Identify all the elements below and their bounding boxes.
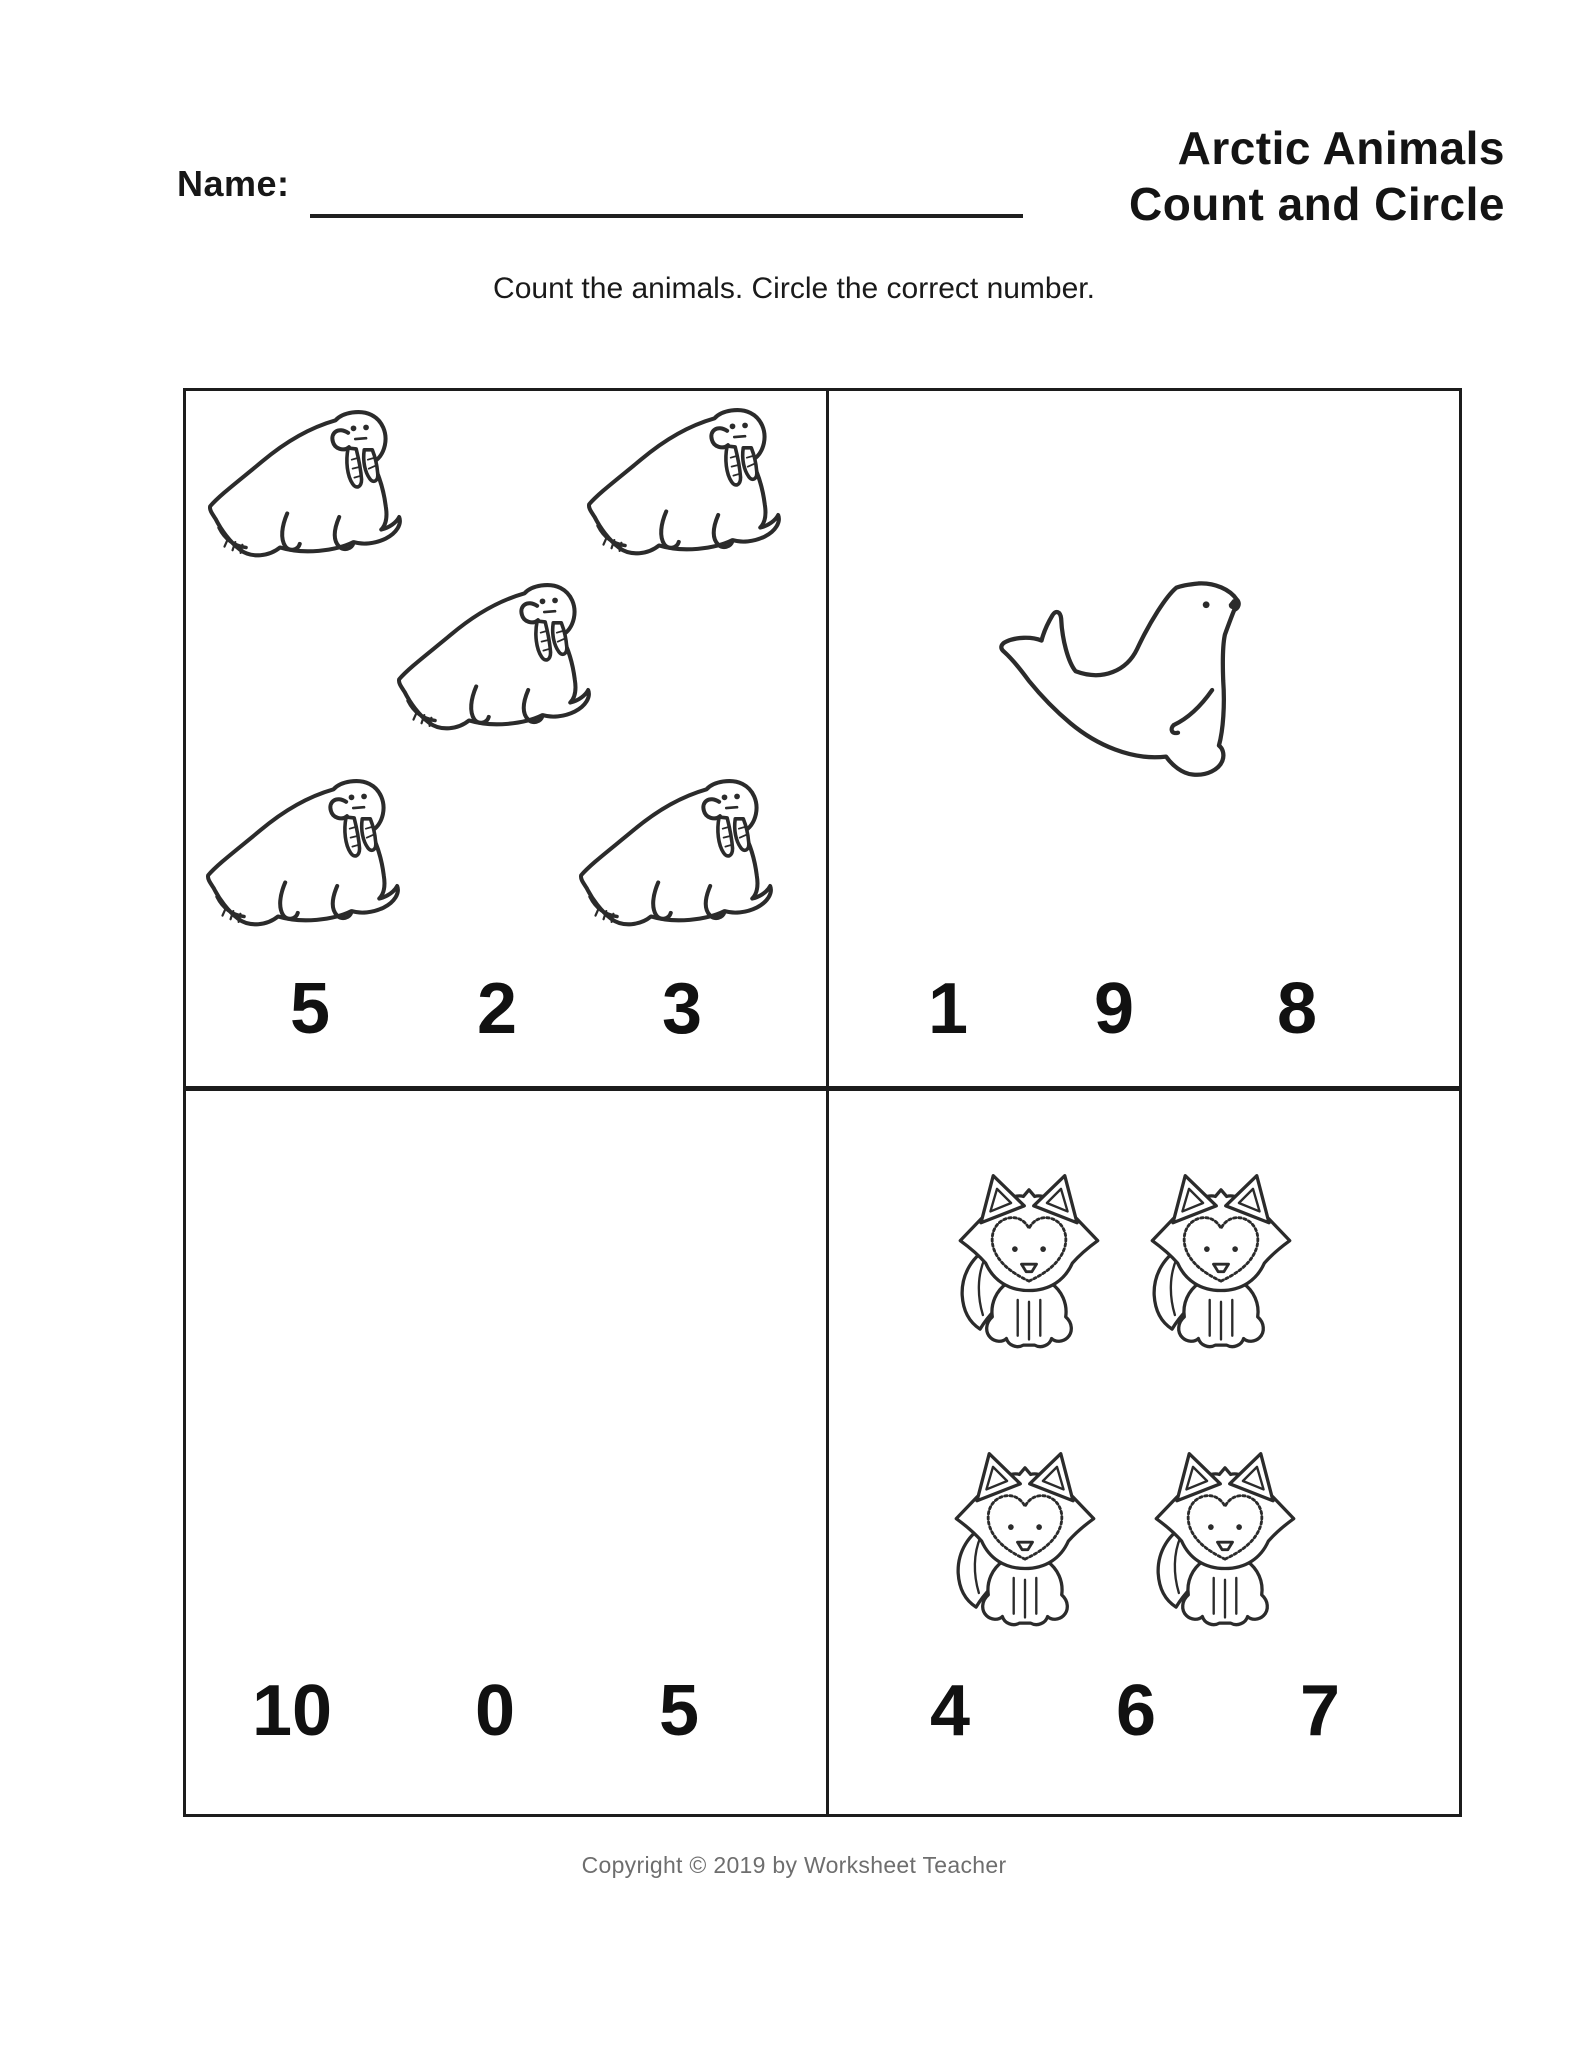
walrus-icon (203, 404, 418, 596)
number-option[interactable]: 2 (476, 969, 518, 1049)
number-option[interactable]: 5 (658, 1671, 700, 1751)
number-option[interactable]: 4 (929, 1671, 971, 1751)
title-line-1: Arctic Animals (1177, 122, 1505, 174)
worksheet-title (1129, 120, 1505, 232)
number-option[interactable]: 8 (1276, 969, 1318, 1049)
number-option[interactable]: 1 (927, 969, 969, 1049)
number-option[interactable]: 6 (1115, 1671, 1157, 1751)
number-option[interactable]: 10 (251, 1671, 333, 1751)
number-option[interactable]: 5 (289, 969, 331, 1049)
title-line-2: Count and Circle (1128, 178, 1505, 231)
worksheet-grid (183, 388, 1462, 1817)
number-option[interactable]: 7 (1299, 1671, 1341, 1751)
number-option[interactable]: 0 (474, 1671, 516, 1751)
number-option[interactable]: 9 (1093, 969, 1135, 1049)
name-label: Name: (177, 163, 290, 204)
quadrant-arctic-fox (829, 1091, 1459, 1814)
arctic-fox-icon (1145, 1429, 1305, 1629)
walrus-icon (201, 773, 416, 965)
walrus-icon (582, 402, 797, 594)
number-option[interactable]: 3 (661, 969, 703, 1049)
seal-icon (975, 558, 1265, 788)
arctic-fox-icon (949, 1151, 1109, 1351)
instruction-text: Count the animals. Circle the correct number. (493, 272, 1095, 305)
name-input-line[interactable] (310, 172, 1023, 218)
quadrant-walrus (186, 391, 829, 1091)
quadrant-empty (186, 1091, 829, 1814)
arctic-fox-icon (945, 1429, 1105, 1629)
arctic-fox-icon (1141, 1151, 1301, 1351)
quadrant-seal (829, 391, 1459, 1091)
walrus-icon (392, 577, 607, 769)
walrus-icon (574, 773, 789, 965)
copyright-text: Copyright © 2019 by Worksheet Teacher (581, 1852, 1007, 1878)
